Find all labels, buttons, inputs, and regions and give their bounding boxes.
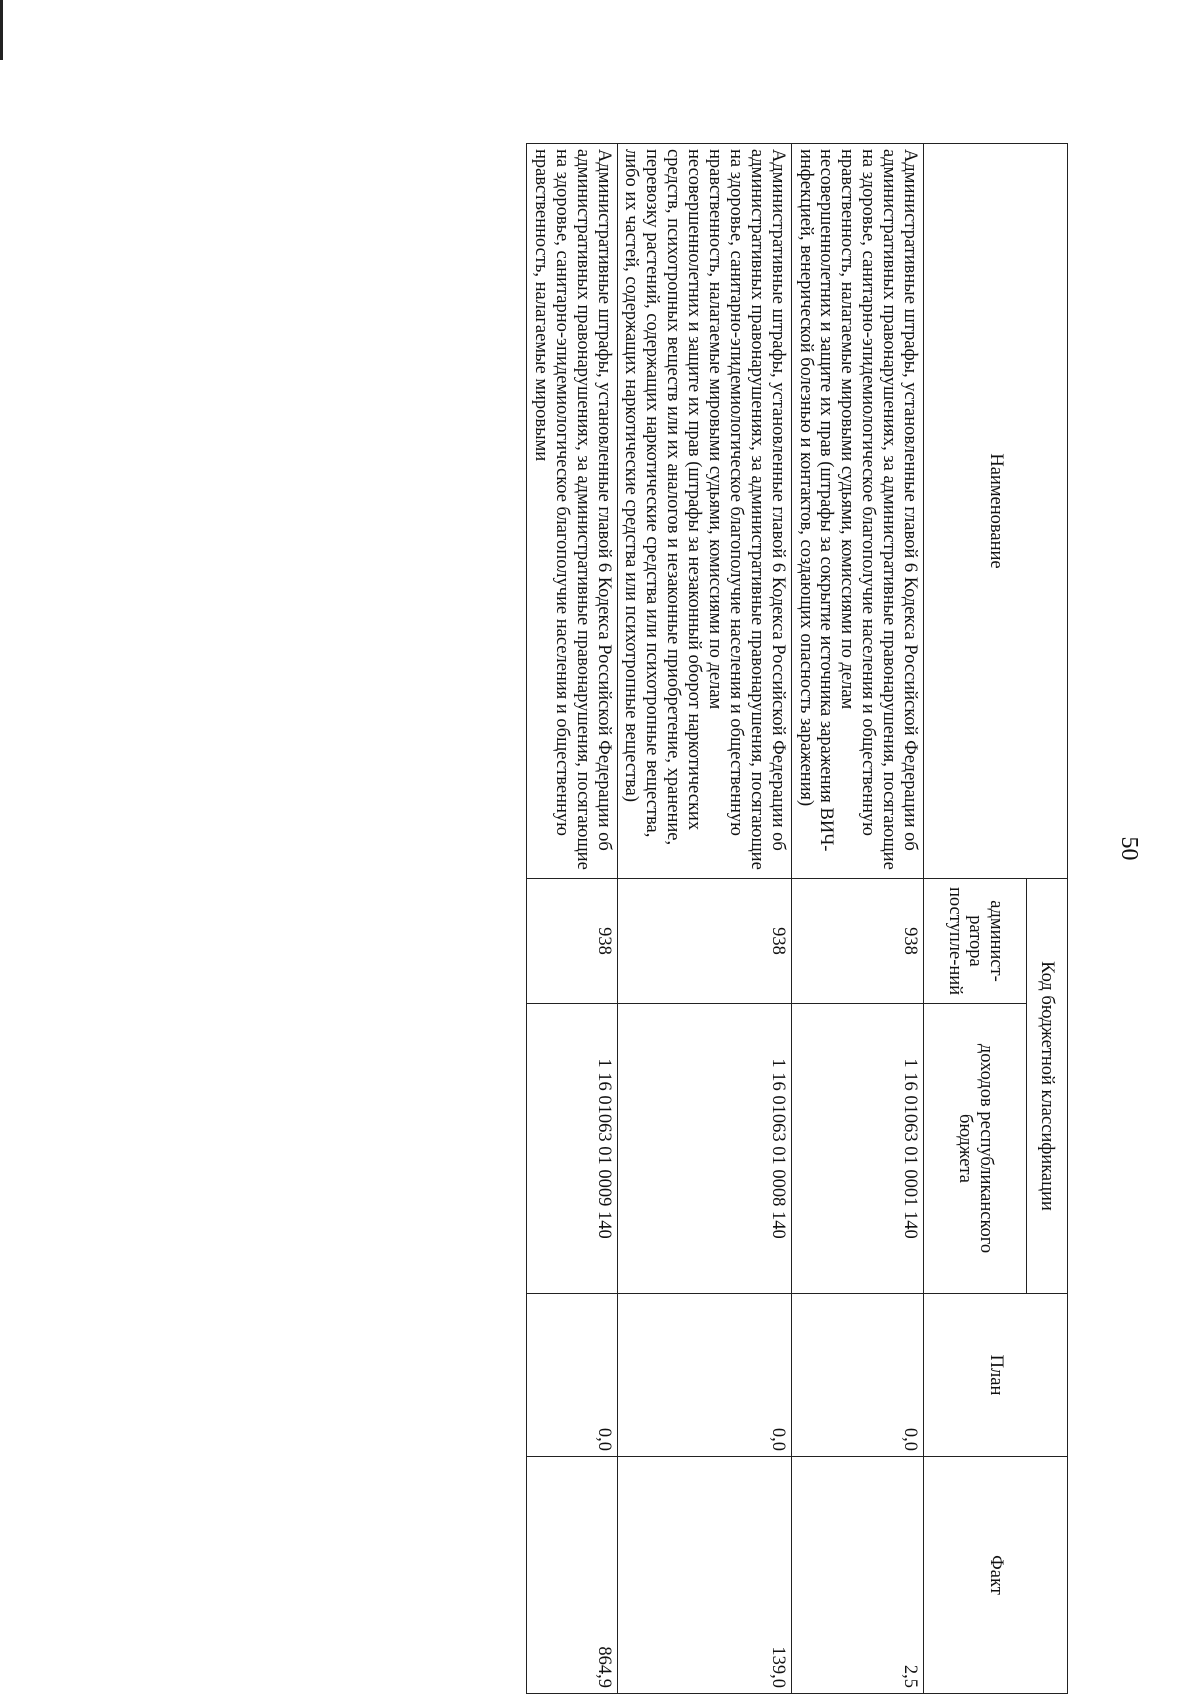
row-income-code: 1 16 01063 01 0001 140 bbox=[791, 1004, 923, 1294]
row-income-code: 1 16 01063 01 0009 140 bbox=[526, 1004, 617, 1294]
row-fact: 864,9 bbox=[526, 1457, 617, 1694]
row-plan: 0,0 bbox=[526, 1294, 617, 1457]
header-plan: План bbox=[924, 1294, 1068, 1457]
page-number: 50 bbox=[1116, 836, 1142, 861]
table-row bbox=[526, 144, 617, 1694]
row-fact: 2,5 bbox=[791, 1457, 923, 1694]
header-code-group: Код бюджетной классификации bbox=[1027, 879, 1068, 1294]
header-name: Наименование bbox=[924, 144, 1068, 879]
row-name: Административные штрафы, установленные главой 6 Кодекса Российской Федерации об административных правонарушениях, за административные правонарушения, посягающие на здоровье, санитарно-эпидемиологическое благополучие населения и общественную нравственность, налагаемые мировыми судьями, комиссиями по делам несовершеннолетних и защите их прав (штрафы за незаконный оборот наркотических средств, психотропных веществ или их аналогов и незаконные приобретение, хранение, перевозку растений, содержащих наркотические средства или психотропные вещества, либо их частей, содержащих наркотические средства или психотропные вещества) bbox=[617, 144, 791, 879]
header-admin-code: админист-ратора поступле-ний bbox=[924, 879, 1027, 1004]
row-income-code: 1 16 01063 01 0008 140 bbox=[617, 1004, 791, 1294]
row-plan: 0,0 bbox=[791, 1294, 923, 1457]
table-row bbox=[791, 144, 923, 1694]
table-row bbox=[617, 144, 791, 1694]
row-plan: 0,0 bbox=[617, 1294, 791, 1457]
row-fact: 139,0 bbox=[617, 1457, 791, 1694]
row-admin-code: 938 bbox=[526, 879, 617, 1004]
header-income-code: доходов республиканского бюджета bbox=[924, 1004, 1027, 1294]
row-name: Административные штрафы, установленные главой 6 Кодекса Российской Федерации об административных правонарушениях, за административные правонарушения, посягающие на здоровье, санитарно-эпидемиологическое благополучие населения и общественную нравственность, налагаемые мировыми судьями, комиссиями по делам несовершеннолетних и защите их прав (штрафы за сокрытие источника заражения ВИЧ-инфекцией, венерической болезнью и контактов, создающих опасность заражения) bbox=[791, 144, 923, 879]
header-fact: Факт bbox=[924, 1457, 1068, 1694]
row-name: Административные штрафы, установленные главой 6 Кодекса Российской Федерации об административных правонарушениях, за административные правонарушения, посягающие на здоровье, санитарно-эпидемиологическое благополучие населения и общественную нравственность, налагаемые мировыми bbox=[526, 144, 617, 879]
table-header-row bbox=[1027, 144, 1068, 1694]
row-admin-code: 938 bbox=[791, 879, 923, 1004]
row-admin-code: 938 bbox=[617, 879, 791, 1004]
budget-revenue-table bbox=[526, 143, 1068, 1694]
